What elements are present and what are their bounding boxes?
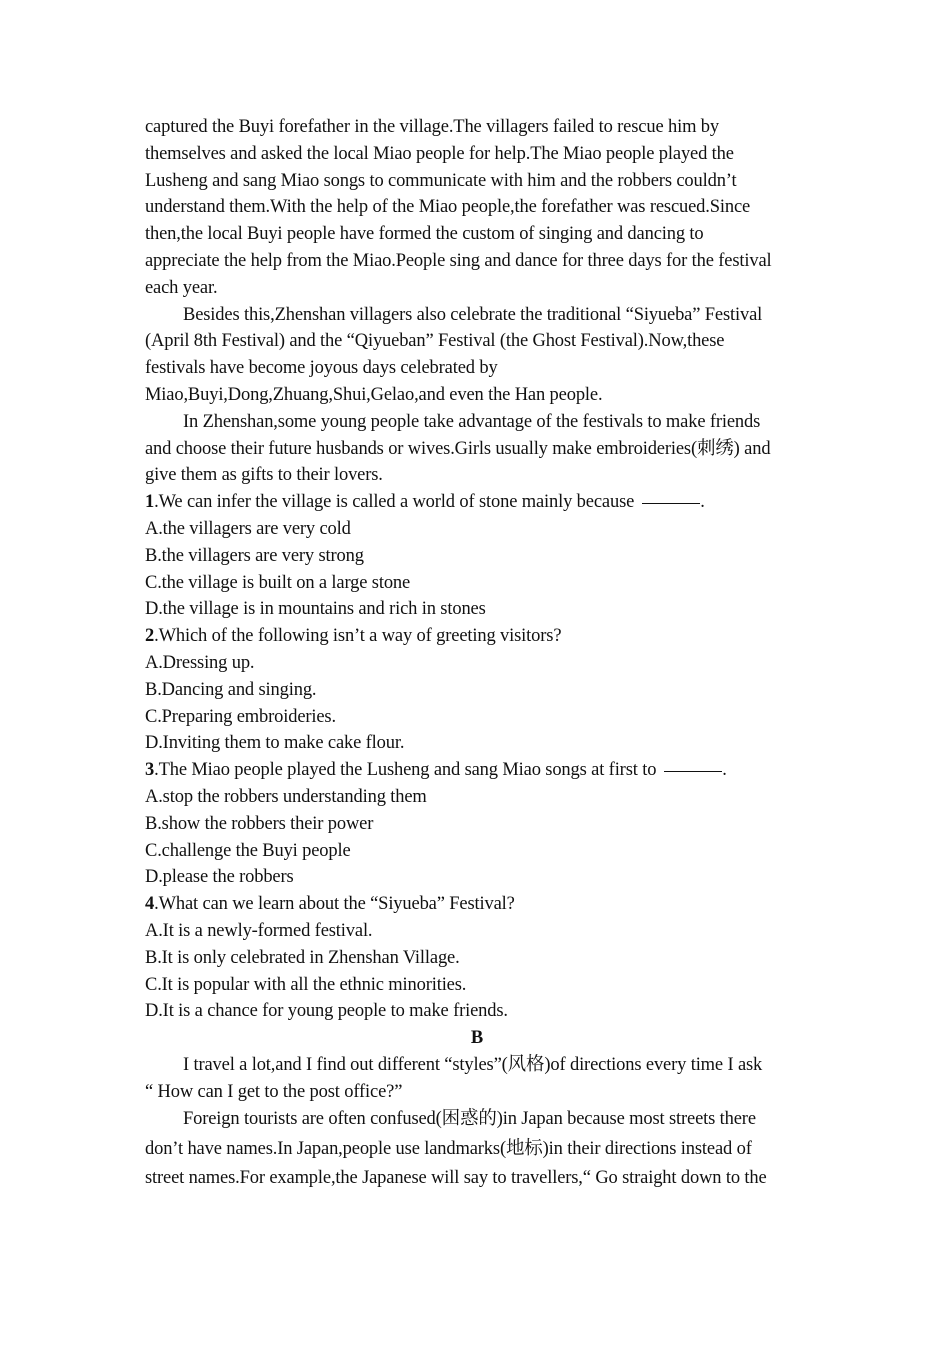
paragraph-line: Besides this,Zhenshan villagers also celebrate the traditional “Siyueba” Festival	[183, 304, 763, 325]
paragraph-line: Foreign tourists are often confused(困惑的)in Japan because most streets there	[183, 1109, 756, 1130]
answer-option: D.Inviting them to make cake flour.	[145, 733, 405, 754]
question-number: 4	[145, 894, 155, 915]
section-heading: B	[470, 1028, 484, 1049]
paragraph-line: themselves and asked the local Miao people for help.The Miao people played the	[145, 143, 734, 164]
question-stem	[145, 489, 809, 516]
paragraph-line: street names.For example,the Japanese will say to travellers,“ Go straight down to the	[145, 1168, 767, 1189]
answer-option: C.the village is built on a large stone	[145, 572, 411, 593]
question-2	[145, 623, 809, 757]
answer-option: D.It is a chance for young people to make friends.	[145, 1001, 508, 1022]
question-1	[145, 489, 809, 623]
answer-option: B.It is only celebrated in Zhenshan Village.	[145, 947, 460, 968]
paragraph-line: “ How can I get to the post office?”	[145, 1081, 403, 1102]
question-number: 1	[145, 492, 155, 513]
passage-a-tail	[145, 114, 809, 489]
question-text: .What can we learn about the “Siyueba” Festival?	[154, 894, 515, 915]
answer-option: B.the villagers are very strong	[145, 545, 364, 566]
question-stem	[145, 623, 809, 650]
question-4	[145, 891, 809, 1025]
answer-option: A.Dressing up.	[145, 652, 255, 673]
answer-option: A.It is a newly-formed festival.	[145, 920, 373, 941]
answer-option: C.It is popular with all the ethnic minorities.	[145, 974, 467, 995]
paragraph-line: festivals have become joyous days celebrated by	[145, 358, 498, 379]
answer-option: A.stop the robbers understanding them	[145, 786, 427, 807]
paragraph-line: I travel a lot,and I find out different “styles”(风格)of directions every time I ask	[183, 1054, 763, 1075]
paragraph-line: Miao,Buyi,Dong,Zhuang,Shui,Gelao,and even the Han people.	[145, 384, 603, 405]
paragraph-line: In Zhenshan,some young people take advantage of the festivals to make friends	[183, 411, 761, 432]
question-text: .We can infer the village is called a world of stone mainly because	[154, 492, 635, 513]
question-number: 3	[145, 760, 155, 781]
paragraph-line: (April 8th Festival) and the “Qiyueban” Festival (the Ghost Festival).Now,these	[145, 331, 725, 352]
answer-blank	[664, 770, 722, 772]
question-stem	[145, 757, 809, 784]
question-number: 2	[145, 626, 155, 647]
paragraph-line: give them as gifts to their lovers.	[145, 465, 383, 486]
question-stem	[145, 891, 809, 918]
answer-option: A.the villagers are very cold	[145, 518, 351, 539]
paragraph-line: each year.	[145, 277, 218, 298]
question-end: .	[722, 760, 727, 781]
document-content	[145, 114, 809, 1194]
question-text: .Which of the following isn’t a way of greeting visitors?	[154, 626, 562, 647]
answer-option: C.Preparing embroideries.	[145, 706, 336, 727]
paragraph-line: then,the local Buyi people have formed the custom of singing and dancing to	[145, 224, 704, 245]
paragraph-line: Lusheng and sang Miao songs to communicate with him and the robbers couldn’t	[145, 170, 737, 191]
paragraph-line: understand them.With the help of the Miao people,the forefather was rescued.Since	[145, 197, 751, 218]
question-end: .	[700, 492, 705, 513]
question-text: .The Miao people played the Lusheng and sang Miao songs at first to	[154, 760, 657, 781]
passage-b	[145, 1052, 809, 1194]
question-3	[145, 757, 809, 891]
answer-blank	[642, 502, 700, 504]
paragraph-line: and choose their future husbands or wives.Girls usually make embroideries(刺绣) and	[145, 438, 771, 459]
paragraph-line: don’t have names.In Japan,people use landmarks(地标)in their directions instead of	[145, 1138, 752, 1159]
answer-option: D.please the robbers	[145, 867, 294, 888]
answer-option: B.Dancing and singing.	[145, 679, 317, 700]
paragraph-line: captured the Buyi forefather in the village.The villagers failed to rescue him by	[145, 117, 719, 137]
answer-option: D.the village is in mountains and rich in stones	[145, 599, 486, 620]
answer-option: B.show the robbers their power	[145, 813, 374, 834]
paragraph-line: appreciate the help from the Miao.People sing and dance for three days for the festival	[145, 250, 772, 271]
answer-option: C.challenge the Buyi people	[145, 840, 351, 861]
